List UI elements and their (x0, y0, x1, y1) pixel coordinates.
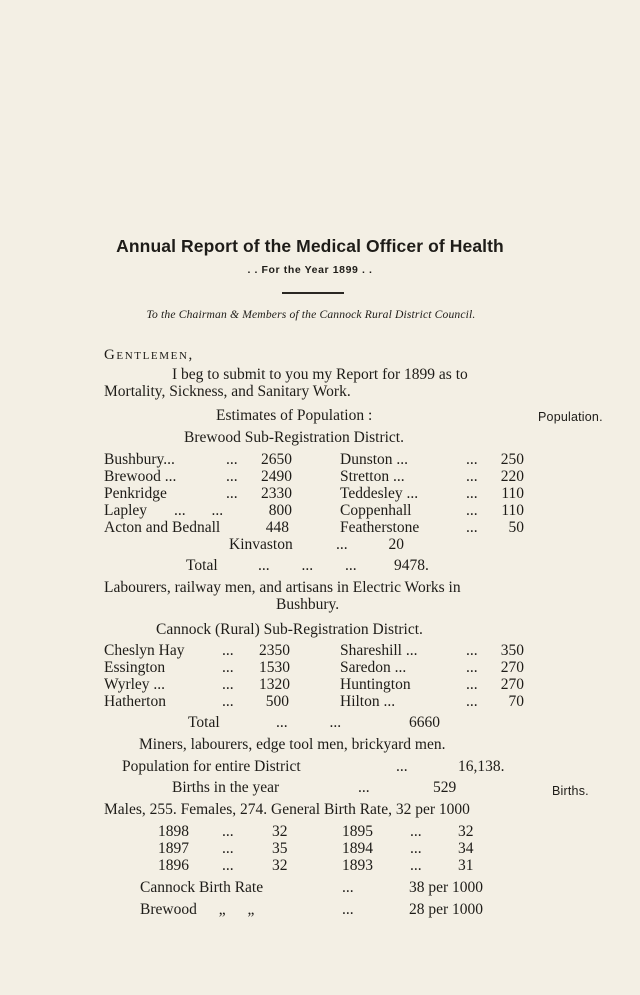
table-row-name: Hilton ... (340, 693, 396, 710)
table-row-value: 1530 (259, 659, 290, 676)
table-row-dots: ... (226, 451, 238, 468)
table-row-name: Teddesley ... (340, 485, 419, 502)
table-row-dots: ... (410, 823, 422, 840)
brewood-note-line-1: Labourers, railway men, and artisans in Electric Works in (104, 579, 461, 596)
report-title: Annual Report of the Medical Officer of Health (116, 236, 504, 256)
table-row-name: Wyrley ... (104, 676, 166, 693)
table-row-value: 448 (265, 519, 289, 536)
table-row-year: 1896 (158, 857, 189, 874)
table-row-name: Featherstone (340, 519, 420, 536)
margin-note-population: Population. (538, 410, 603, 424)
cannock-birth-rate-dots: ... (342, 879, 354, 896)
population-total-label: Population for entire District (122, 758, 301, 775)
table-row-dots: ... (466, 693, 478, 710)
addressee: To the Chairman & Members of the Cannock Rural District Council. (146, 308, 476, 321)
table-row-dots: ... (226, 485, 238, 502)
table-row-dots: ... (336, 536, 348, 553)
births-dots: ... (358, 779, 370, 796)
table-row-value: 270 (500, 659, 524, 676)
table-row-name: Bushbury... (104, 451, 175, 468)
table-row-dots: ... (466, 519, 478, 536)
table-row-name: Kinvaston (229, 536, 293, 553)
total-value: 9478. (394, 557, 429, 574)
cannock-birth-rate-value: 38 per 1000 (409, 879, 484, 896)
table-row-value: 20 (388, 536, 404, 553)
table-row-dots: ... (410, 840, 422, 857)
table-row-value: 800 (268, 502, 292, 519)
table-row-value: 50 (508, 519, 524, 536)
table-row-rate: 32 (272, 823, 288, 840)
table-row-dots: ... (226, 468, 238, 485)
table-row-name: Acton and Bednall (104, 519, 221, 536)
table-row-rate: 31 (458, 857, 474, 874)
table-row-dots: ... (222, 676, 234, 693)
table-row-dots: ... (410, 857, 422, 874)
table-row-name: Stretton ... (340, 468, 405, 485)
population-total-dots: ... (396, 758, 408, 775)
table-row-value: 70 (508, 693, 524, 710)
table-row-value: 2350 (259, 642, 290, 659)
table-row-value: 1320 (259, 676, 290, 693)
brewood-birth-rate-value: 28 per 1000 (409, 901, 484, 918)
table-row-name: Saredon ... (340, 659, 407, 676)
cannock-birth-rate-label: Cannock Birth Rate (140, 879, 264, 896)
table-row-dots: ... (466, 451, 478, 468)
title-rule (282, 292, 344, 294)
table-row-name: Essington (104, 659, 166, 676)
table-row-value: 2330 (261, 485, 292, 502)
table-row-value: 2650 (261, 451, 292, 468)
table-row-name: Cheslyn Hay (104, 642, 185, 659)
table-row-year: 1897 (158, 840, 189, 857)
table-row-dots: ... (222, 823, 234, 840)
table-row-name: Huntington (340, 676, 411, 693)
cannock-heading: Cannock (Rural) Sub-Registration District. (156, 621, 423, 638)
table-row-value: 2490 (261, 468, 292, 485)
table-row-dots: ... ... (174, 502, 224, 519)
intro-line-1: I beg to submit to you my Report for 1899 as to (172, 366, 468, 383)
table-row-year: 1898 (158, 823, 189, 840)
births-value: 529 (433, 779, 457, 796)
total-dots: ... ... (276, 714, 342, 731)
total-value: 6660 (409, 714, 440, 731)
population-total-value: 16,138. (458, 758, 505, 775)
table-row-dots: ... (466, 485, 478, 502)
table-row-value: 270 (500, 676, 524, 693)
table-row-dots: ... (222, 840, 234, 857)
table-row-value: 220 (500, 468, 524, 485)
salutation: Gentlemen, (104, 347, 194, 363)
table-row-year: 1895 (342, 823, 373, 840)
table-row-rate: 35 (272, 840, 288, 857)
births-label: Births in the year (172, 779, 280, 796)
brewood-birth-rate-label: Brewood „ „ (140, 901, 255, 918)
total-label: Total (188, 714, 220, 731)
report-subtitle: . . For the Year 1899 . . (247, 264, 373, 276)
table-row-value: 110 (501, 502, 524, 519)
table-row-name: Hatherton (104, 693, 166, 710)
table-row-value: 350 (500, 642, 524, 659)
intro-line-2: Mortality, Sickness, and Sanitary Work. (104, 383, 351, 400)
table-row-year: 1894 (342, 840, 373, 857)
table-row-name: Brewood ... (104, 468, 177, 485)
table-row-dots: ... (466, 676, 478, 693)
table-row-dots: ... (466, 502, 478, 519)
total-label: Total (186, 557, 218, 574)
cannock-note: Miners, labourers, edge tool men, brickyard men. (139, 736, 446, 753)
table-row-name: Shareshill ... (340, 642, 418, 659)
brewood-birth-rate-dots: ... (342, 901, 354, 918)
table-row-rate: 32 (458, 823, 474, 840)
table-row-name: Coppenhall (340, 502, 412, 519)
table-row-name: Penkridge (104, 485, 167, 502)
table-row-rate: 32 (272, 857, 288, 874)
total-dots: ... ... ... (258, 557, 357, 574)
table-row-dots: ... (222, 693, 234, 710)
brewood-heading: Brewood Sub-Registration District. (184, 429, 404, 446)
table-row-name: Dunston ... (340, 451, 409, 468)
births-sexes-line: Males, 255. Females, 274. General Birth Rate, 32 per 1000 (104, 801, 470, 818)
estimates-heading: Estimates of Population : (216, 407, 373, 424)
table-row-dots: ... (466, 642, 478, 659)
brewood-note-line-2: Bushbury. (276, 596, 340, 613)
table-row-dots: ... (466, 468, 478, 485)
table-row-dots: ... (466, 659, 478, 676)
margin-note-births: Births. (552, 784, 589, 798)
table-row-dots: ... (222, 642, 234, 659)
table-row-rate: 34 (458, 840, 474, 857)
table-row-value: 110 (501, 485, 524, 502)
table-row-value: 250 (500, 451, 524, 468)
table-row-dots: ... (222, 857, 234, 874)
table-row-dots: ... (222, 659, 234, 676)
table-row-value: 500 (265, 693, 289, 710)
table-row-name: Lapley (104, 502, 148, 519)
table-row-year: 1893 (342, 857, 373, 874)
